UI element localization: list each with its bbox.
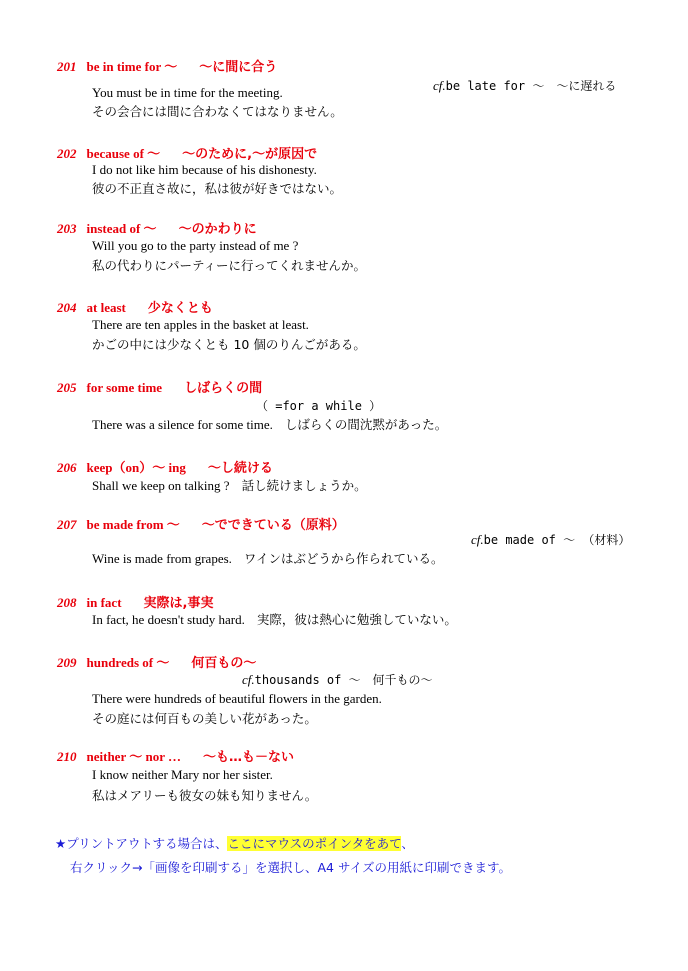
note-text: （ =for a while ） bbox=[256, 399, 382, 413]
entry-meaning: 実際は,事実 bbox=[143, 596, 214, 611]
japanese-translation: 彼の不正直さ故に，私は彼が好きではない。 bbox=[92, 181, 343, 196]
entry-heading bbox=[57, 297, 213, 316]
entry-note bbox=[242, 671, 433, 689]
entry-heading bbox=[57, 514, 345, 533]
entry-meaning: 〜し続ける bbox=[207, 461, 273, 476]
cf-label: cf. bbox=[242, 672, 255, 687]
english-example: Shall we keep on talking ? bbox=[92, 478, 230, 493]
japanese-translation: しばらくの間沈黙があった。 bbox=[284, 417, 448, 432]
entry-meaning: 〜も…も－ない bbox=[203, 750, 295, 765]
print-instruction-line-1 bbox=[55, 834, 414, 852]
entry-meaning: 〜でできている（原料） bbox=[201, 518, 345, 533]
entry-meaning: 〜のかわりに bbox=[178, 222, 257, 237]
english-example: In fact, he doesn't study hard. bbox=[92, 612, 245, 627]
highlighted-instruction: ここにマウスのポインタをあて bbox=[227, 836, 402, 851]
entry-number: 201 bbox=[57, 59, 77, 74]
entry-heading bbox=[57, 592, 213, 611]
entry-phrase: in fact bbox=[86, 595, 122, 610]
entry-number: 204 bbox=[57, 300, 77, 315]
note-text: be made of 〜 （材料） bbox=[483, 533, 631, 547]
entry-heading bbox=[57, 652, 256, 671]
entry-heading bbox=[57, 377, 262, 396]
english-example: There was a silence for some time. bbox=[92, 417, 273, 432]
entry-phrase: keep（on）〜 ing bbox=[86, 460, 186, 475]
entry-phrase: hundreds of 〜 bbox=[86, 655, 170, 670]
entry-phrase: be in time for 〜 bbox=[86, 59, 178, 74]
english-example: Will you go to the party instead of me ? bbox=[92, 238, 299, 253]
footer-text: 、 bbox=[401, 836, 414, 851]
entry-number: 208 bbox=[57, 595, 77, 610]
entry-phrase: at least bbox=[86, 300, 126, 315]
print-instruction-line-2: 右クリック→「画像を印刷する」を選択し、A4 サイズの用紙に印刷できます。 bbox=[70, 860, 511, 875]
english-example: I do not like him because of his dishonesty. bbox=[92, 162, 317, 177]
english-example: There are ten apples in the basket at least. bbox=[92, 317, 309, 332]
example-line bbox=[92, 476, 367, 495]
english-example: I know neither Mary nor her sister. bbox=[92, 767, 273, 782]
japanese-translation: その庭には何百もの美しい花があった。 bbox=[92, 711, 317, 726]
example-line bbox=[92, 610, 457, 629]
english-example: There were hundreds of beautiful flowers in the garden. bbox=[92, 691, 382, 706]
example-line bbox=[92, 415, 447, 434]
entry-number: 209 bbox=[57, 655, 77, 670]
entry-number: 210 bbox=[57, 749, 77, 764]
entry-number: 203 bbox=[57, 221, 77, 236]
footer-text: プリントアウトする場合は、 bbox=[66, 836, 228, 851]
entry-phrase: for some time bbox=[86, 380, 163, 395]
entry-meaning: 〜のために,〜が原因で bbox=[182, 147, 318, 162]
entry-note bbox=[433, 77, 616, 95]
japanese-translation: かごの中には少なくとも 10 個のりんごがある。 bbox=[92, 337, 366, 352]
cf-label: cf. bbox=[433, 78, 446, 93]
japanese-translation: ワインはぶどうから作られている。 bbox=[243, 551, 444, 566]
entry-number: 207 bbox=[57, 517, 77, 532]
entry-heading bbox=[57, 746, 294, 765]
english-example: You must be in time for the meeting. bbox=[92, 85, 283, 100]
entry-number: 202 bbox=[57, 146, 77, 161]
japanese-translation: 私の代わりにパーティーに行ってくれませんか。 bbox=[92, 258, 367, 273]
entry-phrase: instead of 〜 bbox=[86, 221, 157, 236]
japanese-translation: 私はメアリーも彼女の妹も知りません。 bbox=[92, 788, 318, 803]
note-text: thousands of 〜 何千もの〜 bbox=[254, 673, 433, 687]
example-line bbox=[92, 549, 444, 568]
entry-meaning: 少なくとも bbox=[147, 301, 213, 316]
japanese-translation: その会合には間に合わなくてはなりません。 bbox=[92, 104, 343, 119]
japanese-translation: 実際，彼は熱心に勉強していない。 bbox=[256, 612, 457, 627]
entry-number: 205 bbox=[57, 380, 77, 395]
entry-meaning: 〜に間に合う bbox=[199, 60, 278, 75]
entry-heading bbox=[57, 56, 277, 75]
star-icon: ★ bbox=[55, 836, 67, 851]
entry-meaning: 何百もの〜 bbox=[191, 656, 257, 671]
entry-number: 206 bbox=[57, 460, 77, 475]
english-example: Wine is made from grapes. bbox=[92, 551, 232, 566]
entry-heading bbox=[57, 218, 257, 237]
cf-label: cf. bbox=[471, 532, 484, 547]
note-text: be late for 〜 〜に遅れる bbox=[445, 79, 617, 93]
entry-note bbox=[471, 531, 630, 549]
entry-phrase: because of 〜 bbox=[86, 146, 161, 161]
japanese-translation: 話し続けましょうか。 bbox=[241, 478, 367, 493]
entry-meaning: しばらくの間 bbox=[184, 381, 263, 396]
entry-phrase: neither 〜 nor … bbox=[86, 749, 181, 764]
entry-heading bbox=[57, 457, 273, 476]
entry-heading bbox=[57, 143, 317, 162]
entry-phrase: be made from 〜 bbox=[86, 517, 180, 532]
